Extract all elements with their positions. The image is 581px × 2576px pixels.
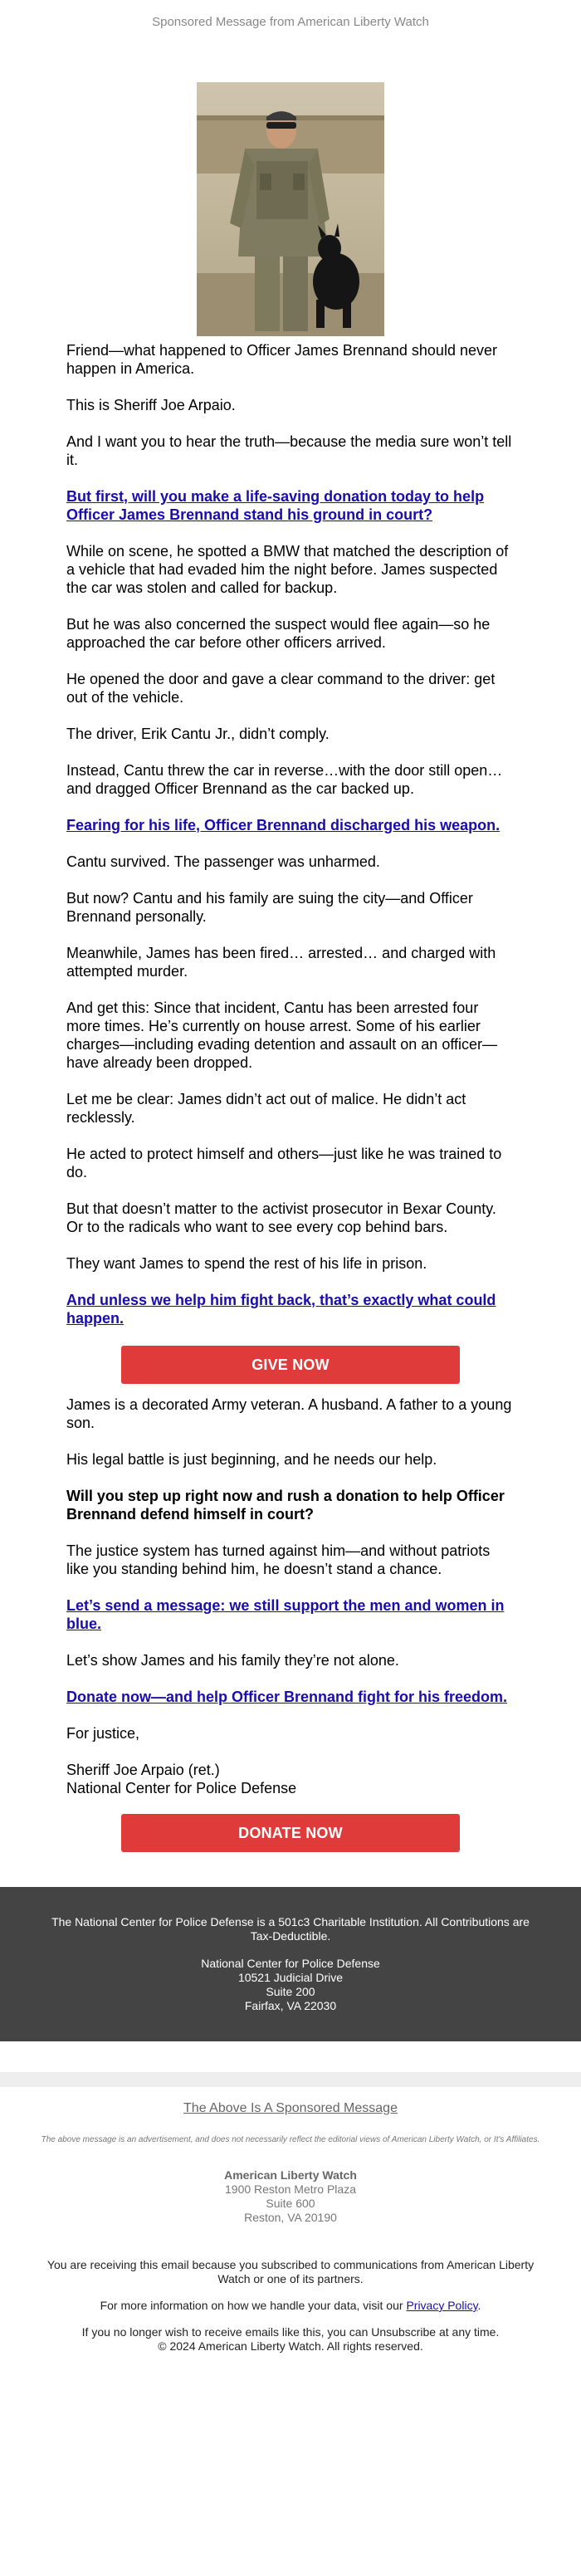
- paragraph: But now? Cantu and his family are suing the city—and Officer Brennand personally.: [66, 890, 473, 925]
- paragraph-bold: Will you step up right now and rush a donation to help Officer Brennand defend himself in court?: [66, 1488, 505, 1523]
- paragraph: The driver, Erik Cantu Jr., didn’t comply.: [66, 726, 330, 742]
- charity-notice: The National Center for Police Defense is a 501c3 Charitable Institution. All Contributions are Tax-Deductible.: [51, 1915, 530, 1943]
- address-line: Suite 200: [266, 1985, 315, 1998]
- sponsor-address: [33, 2168, 548, 2225]
- paragraph: Cantu survived. The passenger was unharmed.: [66, 853, 380, 870]
- paragraph: And I want you to hear the truth—because the media sure won’t tell it.: [66, 433, 512, 468]
- divider: [0, 2072, 581, 2087]
- give-now-button[interactable]: GIVE NOW: [121, 1346, 460, 1384]
- preheader: Sponsored Message from American Liberty Watch: [152, 15, 429, 29]
- organization-footer: [0, 1887, 581, 2041]
- cta-container: [66, 1814, 515, 1852]
- sponsor-footer: [0, 2087, 581, 2354]
- organization-address: [50, 1957, 531, 2013]
- address-line: Reston, VA 20190: [244, 2211, 337, 2224]
- privacy-notice: [33, 2299, 548, 2313]
- address-line: Fairfax, VA 22030: [244, 1999, 337, 2012]
- paragraph: They want James to spend the rest of his life in prison.: [66, 1255, 427, 1272]
- donate-link-3[interactable]: And unless we help him fight back, that’s exactly what could happen.: [66, 1292, 496, 1327]
- privacy-text-end: .: [477, 2299, 481, 2312]
- paragraph: Let me be clear: James didn’t act out of malice. He didn’t act recklessly.: [66, 1091, 466, 1126]
- paragraph: Meanwhile, James has been fired… arrested… and charged with attempted murder.: [66, 945, 496, 980]
- donate-link-4[interactable]: Let’s send a message: we still support the men and women in blue.: [66, 1597, 505, 1632]
- paragraph: He opened the door and gave a clear command to the driver: get out of the vehicle.: [66, 671, 496, 706]
- paragraph: Friend—what happened to Officer James Brennand should never happen in America.: [66, 342, 497, 377]
- copyright: © 2024 American Liberty Watch. All rights reserved.: [158, 2339, 423, 2353]
- paragraph: Instead, Cantu threw the car in reverse…with the door still open…and dragged Officer Brennand as the car backed up.: [66, 762, 503, 797]
- address-line: Suite 600: [266, 2197, 315, 2210]
- sponsor-name: American Liberty Watch: [224, 2168, 357, 2182]
- address-line: 10521 Judicial Drive: [237, 1971, 344, 1984]
- paragraph: Let’s show James and his family they’re not alone.: [66, 1652, 399, 1669]
- paragraph: While on scene, he spotted a BMW that matched the description of a vehicle that had evaded him the night before. James suspected the car was stolen and called for backup.: [66, 543, 509, 596]
- donate-link-5[interactable]: Donate now—and help Officer Brennand fight for his freedom.: [66, 1689, 508, 1705]
- paragraph: James is a decorated Army veteran. A husband. A father to a young son.: [66, 1396, 512, 1431]
- signature: [66, 1761, 515, 1797]
- privacy-text: For more information on how we handle your data, visit our: [100, 2299, 407, 2312]
- address-line: 1900 Reston Metro Plaza: [225, 2183, 356, 2196]
- subscription-info: [33, 2258, 548, 2354]
- unsubscribe-text: If you no longer wish to receive emails like this, you can Unsubscribe at any time.: [81, 2325, 500, 2339]
- privacy-policy-link[interactable]: Privacy Policy: [406, 2299, 478, 2312]
- paragraph: And get this: Since that incident, Cantu has been arrested four more times. He’s currently on house arrest. Some of his earlier charges—including evading detention and assault on an officer—have already been dropped.: [66, 1000, 498, 1071]
- soldier-with-dog-image: [197, 82, 384, 336]
- paragraph: But that doesn’t matter to the activist prosecutor in Bexar County. Or to the radicals who want to see every cop behind bars.: [66, 1200, 496, 1235]
- sponsored-message-link[interactable]: The Above Is A Sponsored Message: [183, 2101, 398, 2115]
- signoff: For justice,: [66, 1725, 140, 1742]
- cta-container: [66, 1346, 515, 1384]
- spacer: [0, 2041, 581, 2072]
- unsubscribe-notice: [33, 2325, 548, 2354]
- address-name: National Center for Police Defense: [201, 1957, 380, 1970]
- paragraph: He acted to protect himself and others—just like he was trained to do.: [66, 1146, 502, 1180]
- paragraph: But he was also concerned the suspect would flee again—so he approached the car before other officers arrived.: [66, 616, 491, 651]
- paragraph: This is Sheriff Joe Arpaio.: [66, 397, 236, 413]
- hero-photo: [197, 82, 384, 336]
- paragraph: His legal battle is just beginning, and he needs our help.: [66, 1451, 437, 1468]
- donate-link-1[interactable]: But first, will you make a life-saving donation today to help Officer James Brennand stand his ground in court?: [66, 488, 485, 523]
- paragraph: The justice system has turned against him—and without patriots like you standing behind him, he doesn’t stand a chance.: [66, 1542, 491, 1577]
- donate-now-button[interactable]: DONATE NOW: [121, 1814, 460, 1852]
- donate-link-2[interactable]: Fearing for his life, Officer Brennand discharged his weapon.: [66, 817, 500, 833]
- signature-name: Sheriff Joe Arpaio (ret.): [66, 1762, 220, 1778]
- message-body: [66, 341, 515, 1852]
- receiving-notice: You are receiving this email because you subscribed to communications from American Liberty Watch or one of its partners.: [46, 2258, 535, 2285]
- signature-org: National Center for Police Defense: [66, 1780, 297, 1796]
- sponsor-disclaimer: The above message is an advertisement, and does not necessarily reflect the editorial views of American Liberty Watch, or It's Affiliates.: [41, 2135, 540, 2144]
